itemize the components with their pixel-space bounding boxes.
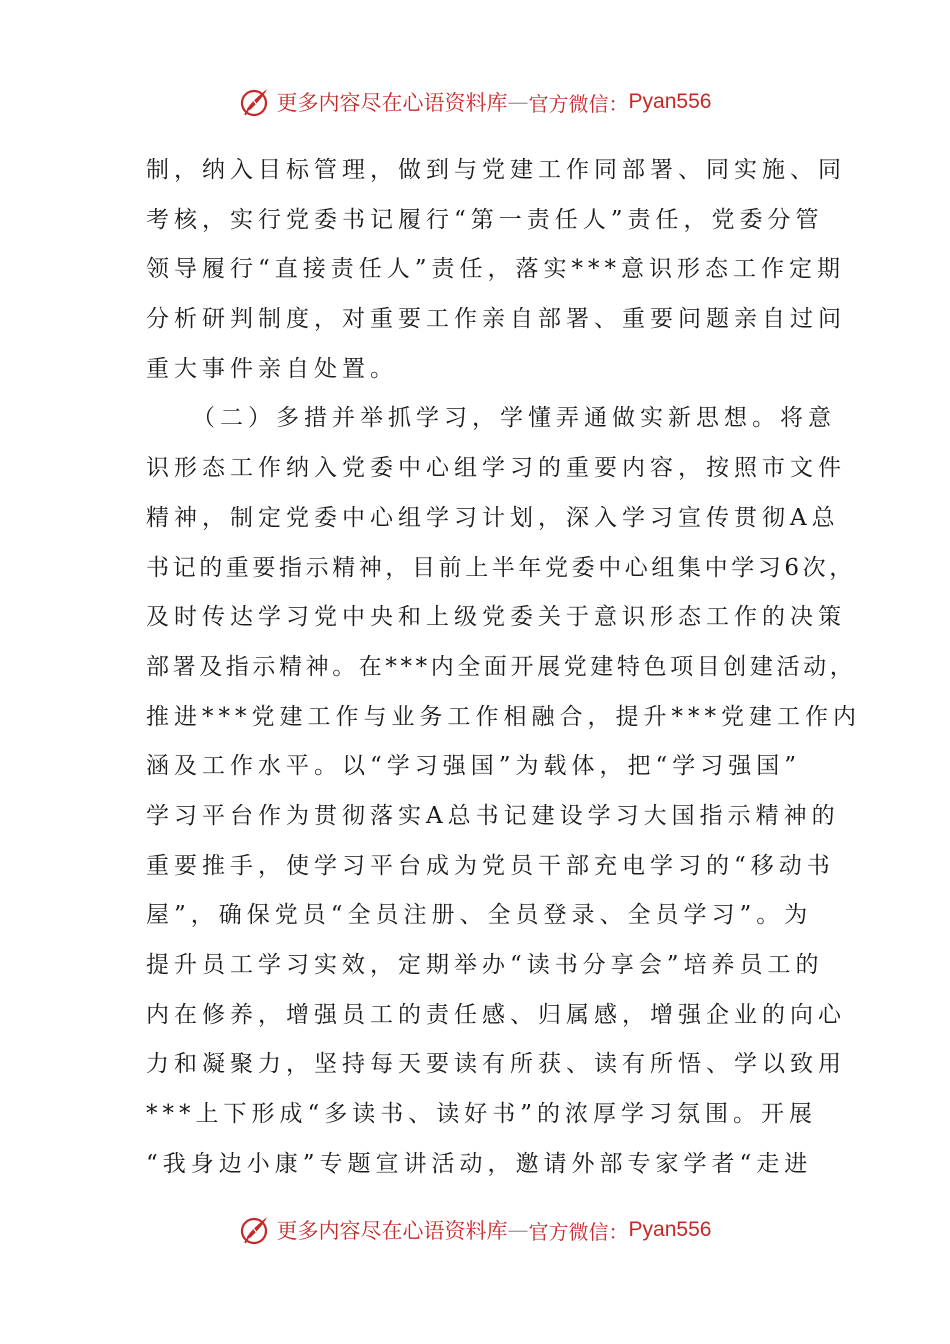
body-line: 考核，实行党委书记履行“第一责任人”责任，党委分管 — [146, 206, 824, 233]
body-line: 及时传达学习党中央和上级党委关于意识形态工作的决策 — [146, 604, 846, 631]
header-banner — [0, 80, 950, 124]
body-line: 提升员工学习实效，定期举办“读书分享会”培养员工的 — [146, 952, 824, 978]
body-line: 重要推手，使学习平台成为党员干部充电学习的“移动书 — [146, 852, 835, 879]
body-line: 分析研判制度，对重要工作亲自部署、重要问题亲自过问 — [146, 306, 846, 333]
body-line: 涵及工作水平。以“学习强国”为载体，把“学习强国” — [146, 753, 802, 780]
header-wechat-handle: Pyan556 — [628, 90, 712, 113]
footer-wechat-handle: Pyan556 — [628, 1218, 712, 1241]
section-heading-line: （二）多措并举抓学习，学懂弄通做实新思想。将意 — [192, 405, 836, 432]
footer-brand-text: 更多内容尽在心语资料库 — [276, 1219, 508, 1243]
header-wechat-label: 官方微信： — [528, 91, 629, 116]
body-line: 内在修养，增强员工的责任感、归属感，增强企业的向心 — [146, 1001, 846, 1028]
body-line: 推进***党建工作与业务工作相融合，提升***党建工作内 — [146, 703, 861, 730]
body-line: 书记的重要指示精神，目前上半年党委中心组集中学习6次， — [146, 554, 856, 581]
quill-seal-icon — [239, 85, 273, 119]
document-body — [146, 146, 861, 1189]
body-line: 学习平台作为贯彻落实A总书记建设学习大国指示精神的 — [146, 802, 840, 829]
body-line: 制，纳入目标管理，做到与党建工作同部署、同实施、同 — [146, 157, 846, 183]
body-line: 部署及指示精神。在***内全面开展党建特色项目创建活动， — [146, 653, 857, 680]
body-line: 领导履行“直接责任人”责任，落实***意识形态工作定期 — [146, 256, 846, 283]
header-brand-text: 更多内容尽在心语资料库 — [276, 91, 508, 115]
quill-seal-icon — [239, 1213, 273, 1247]
header-dash: — — [507, 90, 529, 114]
body-line: 屋”，确保党员“全员注册、全员登录、全员学习”。为 — [146, 902, 813, 929]
footer-dash: — — [507, 1218, 529, 1242]
footer-banner — [0, 1208, 950, 1252]
body-line: 重大事件亲自处置。 — [146, 355, 398, 382]
footer-wechat-label: 官方微信： — [528, 1219, 629, 1244]
body-line: 精神，制定党委中心组学习计划，深入学习宣传贯彻A总 — [146, 504, 840, 531]
body-line: “我身边小康”专题宣讲活动，邀请外部专家学者“走进 — [146, 1150, 813, 1177]
body-line: 识形态工作纳入党委中心组学习的重要内容，按照市文件 — [146, 455, 846, 482]
body-line: ***上下形成“多读书、读好书”的浓厚学习氛围。开展 — [146, 1101, 818, 1128]
body-line: 力和凝聚力，坚持每天要读有所获、读有所悟、学以致用 — [146, 1051, 846, 1078]
